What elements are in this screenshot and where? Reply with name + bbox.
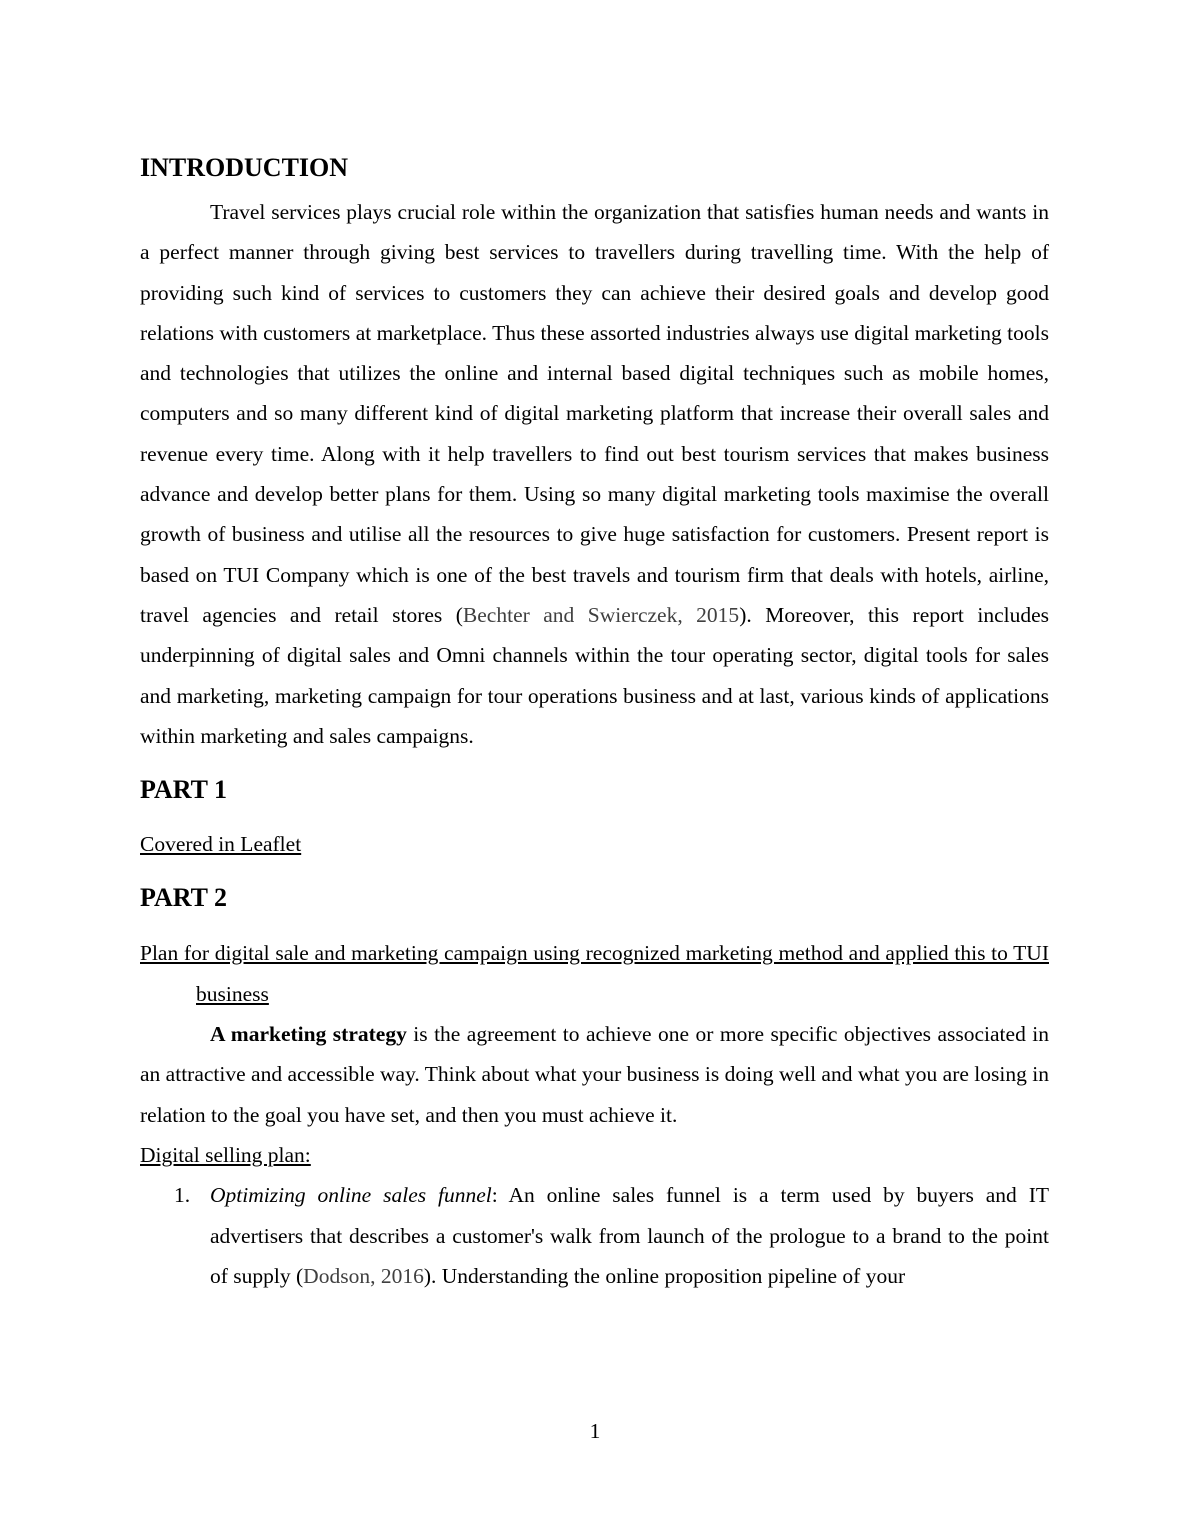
list-item [140,1175,1049,1296]
digital-selling-plan-heading: Digital selling plan: [140,1142,311,1167]
part-2-heading: PART 2 [140,883,227,913]
page-number: 1 [589,1419,601,1443]
citation-bechter-swierczek: Bechter and Swierczek, 2015 [462,602,740,627]
introduction-heading: INTRODUCTION [140,153,349,182]
part-1-subheading: Covered in Leaflet [140,832,302,857]
part-2-subheading: Plan for digital sale and marketing campaign using recognized marketing method and applied this to TUI business [140,941,1049,1006]
introduction-text-part-2: ). Moreover, this report includes underpinning of digital sales and Omni channels within the tour operating sector, digital tools for sales and marketing, marketing campaign for tour operations business and at last, various kinds of applications within marketing and sales campaigns. [140,602,1049,748]
part-1-heading: PART 1 [140,775,227,805]
list-item-title: Optimizing online sales funnel [210,1183,492,1208]
marketing-strategy-paragraph [140,1014,1049,1135]
marketing-strategy-term: A marketing strategy [210,1022,407,1047]
introduction-text-part-1: Travel services plays crucial role within the organization that satisfies human needs and wants in a perfect manner through giving best services to travellers during travelling time. With the help of providing such kind of services to customers they can achieve their desired goals and develop good relations with customers at marketplace. Thus these assorted industries always use digital marketing tools and technologies that utilizes the online and internal based digital techniques such as mobile homes, computers and so many different kind of digital marketing platform that increase their overall sales and revenue every time. Along with it help travellers to find out best tourism services that makes business advance and develop better plans for them. Using so many digital marketing tools maximise the overall growth of business and utilise all the resources to give huge satisfaction for customers. Present report is based on TUI Company which is one of the best travels and tourism firm that deals with hotels, airline, travel agencies and retail stores ( [140,200,1049,627]
document-page [140,148,1049,1296]
introduction-paragraph [140,192,1049,756]
list-item-text-part-2: ). Understanding the online proposition pipeline of your [423,1263,906,1288]
marketing-strategy-text: is the agreement to achieve one or more specific objectives associated in an attractive and accessible way. Think about what your business is doing well and what you are losing in relation to the goal you have set, and then you must achieve it. [140,1022,1050,1127]
list-item-text-part-1: : An online sales funnel is a term used by buyers and IT advertisers that describes a customer's walk from launch of the prologue to a brand to the point of supply ( [210,1183,1049,1288]
citation-dodson: Dodson, 2016 [303,1263,424,1288]
list-item-number: 1. [174,1183,191,1208]
